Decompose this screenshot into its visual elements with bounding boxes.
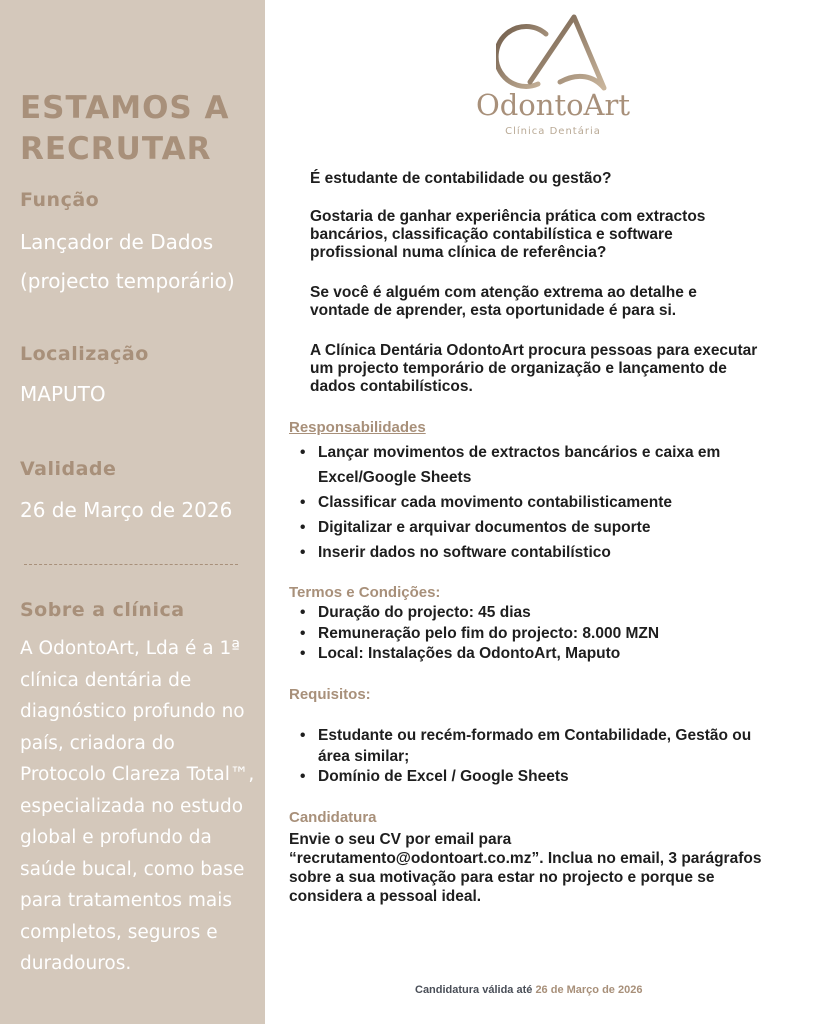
intro-question: É estudante de contabilidade ou gestão? <box>310 170 612 187</box>
recruiting-heading: ESTAMOS A RECRUTAR <box>20 90 230 167</box>
terms-list <box>300 603 780 665</box>
list-item: • Local: Instalações da OdontoArt, Maputo <box>300 644 780 665</box>
terms-title: Termos e Condições: <box>289 584 441 601</box>
sidebar <box>0 0 265 1024</box>
responsibilities-title: Responsabilidades <box>289 419 426 436</box>
validity-value: 26 de Março de 2026 <box>20 498 233 522</box>
list-item: • Digitalizar e arquivar documentos de suporte <box>300 515 780 540</box>
logo-wordmark: OdontoArt <box>475 88 631 122</box>
application-text: Envie o seu CV por email para “recrutamento@odontoart.co.mz”. Inclua no email, 3 parágrafos sobre a sua motivação para estar no projecto e porque se considera a pessoal ideal. <box>289 831 762 905</box>
requirements-title: Requisitos: <box>289 686 371 703</box>
about-text: A OdontoArt, Lda é a 1ª clínica dentária de diagnóstico profundo no país, criadora do Protocolo Clareza Total™, especializada no estudo global e profundo da saúde bucal, como base para tratamentos mais completos, seguros e duradouros. <box>20 638 255 974</box>
about-label: Sobre a clínica <box>20 599 185 621</box>
list-item: • Estudante ou recém-formado em Contabilidade, Gestão ou área similar; <box>300 726 780 767</box>
validity-label: Validade <box>20 458 117 480</box>
location-label: Localização <box>20 343 149 365</box>
intro-paragraph-experience: Gostaria de ganhar experiência prática com extractos bancários, classificação contabilística e software profissional numa clínica de referência? <box>310 208 706 261</box>
requirements-list <box>300 726 780 788</box>
list-item: • Classificar cada movimento contabilisticamente <box>300 490 780 515</box>
intro-paragraph-clinic: A Clínica Dentária OdontoArt procura pessoas para executar um projecto temporário de organização e lançamento de dados contabilísticos. <box>310 342 758 395</box>
role-title: Lançador de Dados <box>20 230 214 254</box>
dashed-divider <box>24 564 238 565</box>
list-item: • Duração do projecto: 45 dias <box>300 603 780 624</box>
list-item: • Inserir dados no software contabilístico <box>300 540 780 565</box>
logo-tagline: Clínica Dentária <box>505 126 601 137</box>
intro-paragraph-attention: Se você é alguém com atenção extrema ao detalhe e vontade de aprender, esta oportunidade é para si. <box>310 284 697 319</box>
odontoart-logo-icon <box>496 12 608 94</box>
footer-prefix: Candidatura válida até <box>415 984 533 996</box>
list-item: • Remuneração pelo fim do projecto: 8.000 MZN <box>300 624 780 645</box>
location-value: MAPUTO <box>20 382 106 406</box>
application-title: Candidatura <box>289 809 377 826</box>
footer-date: 26 de Março de 2026 <box>535 984 643 996</box>
responsibilities-list <box>300 440 780 565</box>
role-label: Função <box>20 189 100 211</box>
footer-note <box>415 984 642 996</box>
list-item: • Domínio de Excel / Google Sheets <box>300 767 780 788</box>
role-subtitle: (projecto temporário) <box>20 269 235 293</box>
list-item: • Lançar movimentos de extractos bancários e caixa em Excel/Google Sheets <box>300 440 780 490</box>
